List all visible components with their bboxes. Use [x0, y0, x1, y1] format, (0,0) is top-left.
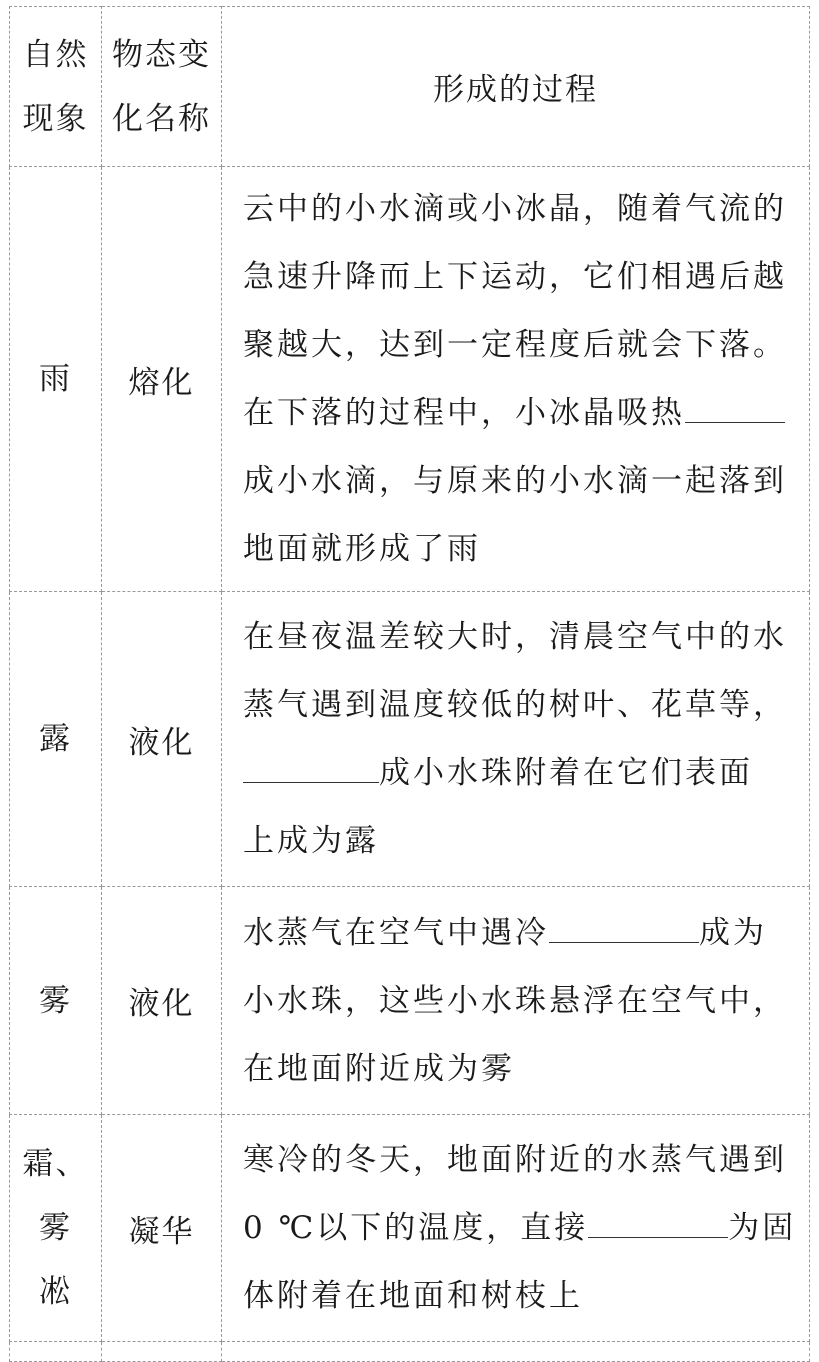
- fill-in-blank[interactable]: [549, 918, 699, 943]
- header-phenomenon-line2: 现象: [22, 100, 89, 137]
- process-cell: [222, 1115, 810, 1342]
- process-line: 在昼夜温差较大时，清晨空气中的水: [243, 619, 787, 655]
- phenomenon-cell: [10, 592, 102, 887]
- table-row: [10, 592, 810, 887]
- process-text: 为固: [728, 1210, 797, 1246]
- phenomenon-name: 凇: [39, 1274, 72, 1310]
- process-line: [243, 739, 799, 807]
- change-name-cell: 液化: [102, 887, 222, 1115]
- process-text: 成小水珠附着在它们表面: [379, 755, 753, 791]
- header-phenomenon-line1: 自然: [22, 36, 89, 73]
- phenomenon-name: 露: [39, 721, 72, 757]
- empty-cell: [222, 1342, 810, 1362]
- process-cell: [222, 592, 810, 887]
- header-change-line1: 物态变: [112, 36, 211, 73]
- table-row-continuation: [10, 1342, 810, 1362]
- process-line: [243, 899, 799, 967]
- process-cell: [222, 887, 810, 1115]
- empty-cell: [10, 1342, 102, 1362]
- process-line: 急速升降而上下运动，它们相遇后越: [243, 259, 787, 295]
- phenomenon-name: 雨: [39, 361, 72, 397]
- process-line: 寒冷的冬天，地面附近的水蒸气遇到: [243, 1142, 787, 1178]
- header-process: 形成的过程: [222, 7, 810, 167]
- header-change-line2: 化名称: [112, 100, 211, 137]
- process-line: [243, 1194, 799, 1262]
- change-name-cell: 液化: [102, 592, 222, 887]
- table-header-row: [10, 7, 810, 167]
- process-text: 水蒸气在空气中遇冷: [243, 914, 549, 951]
- fill-in-blank[interactable]: [685, 398, 785, 423]
- process-text: 成为: [699, 914, 767, 951]
- phenomenon-name: 雾: [39, 982, 72, 1019]
- process-line: 在地面附近成为雾: [243, 1050, 515, 1087]
- phenomenon-cell: [10, 1115, 102, 1342]
- header-phenomenon: [10, 7, 102, 167]
- process-text: 0 ℃以下的温度，直接: [243, 1210, 589, 1246]
- table-row: [10, 1115, 810, 1342]
- process-line: 小水珠，这些小水珠悬浮在空气中，: [243, 982, 787, 1019]
- phenomena-table: [9, 6, 810, 1362]
- change-name-cell: 熔化: [102, 167, 222, 592]
- header-change-name: [102, 7, 222, 167]
- table-row: [10, 887, 810, 1115]
- phenomenon-name: 霜、雾: [22, 1146, 89, 1246]
- process-line: 云中的小水滴或小冰晶，随着气流的: [243, 191, 787, 227]
- table-row: [10, 167, 810, 592]
- process-line: 体附着在地面和树枝上: [243, 1278, 583, 1314]
- empty-cell: [102, 1342, 222, 1362]
- process-line: 地面就形成了雨: [243, 531, 481, 567]
- process-cell: [222, 167, 810, 592]
- process-line: [243, 379, 799, 447]
- process-line: 成小水滴，与原来的小水滴一起落到: [243, 463, 787, 499]
- process-line: 上成为露: [243, 823, 379, 859]
- phenomenon-cell: [10, 167, 102, 592]
- process-text: 在下落的过程中，小冰晶吸热: [243, 395, 685, 431]
- process-line: 蒸气遇到温度较低的树叶、花草等，: [243, 687, 787, 723]
- fill-in-blank[interactable]: [243, 758, 379, 783]
- process-line: 聚越大，达到一定程度后就会下落。: [243, 327, 787, 363]
- phenomenon-cell: [10, 887, 102, 1115]
- change-name-cell: 凝华: [102, 1115, 222, 1342]
- fill-in-blank[interactable]: [588, 1213, 728, 1238]
